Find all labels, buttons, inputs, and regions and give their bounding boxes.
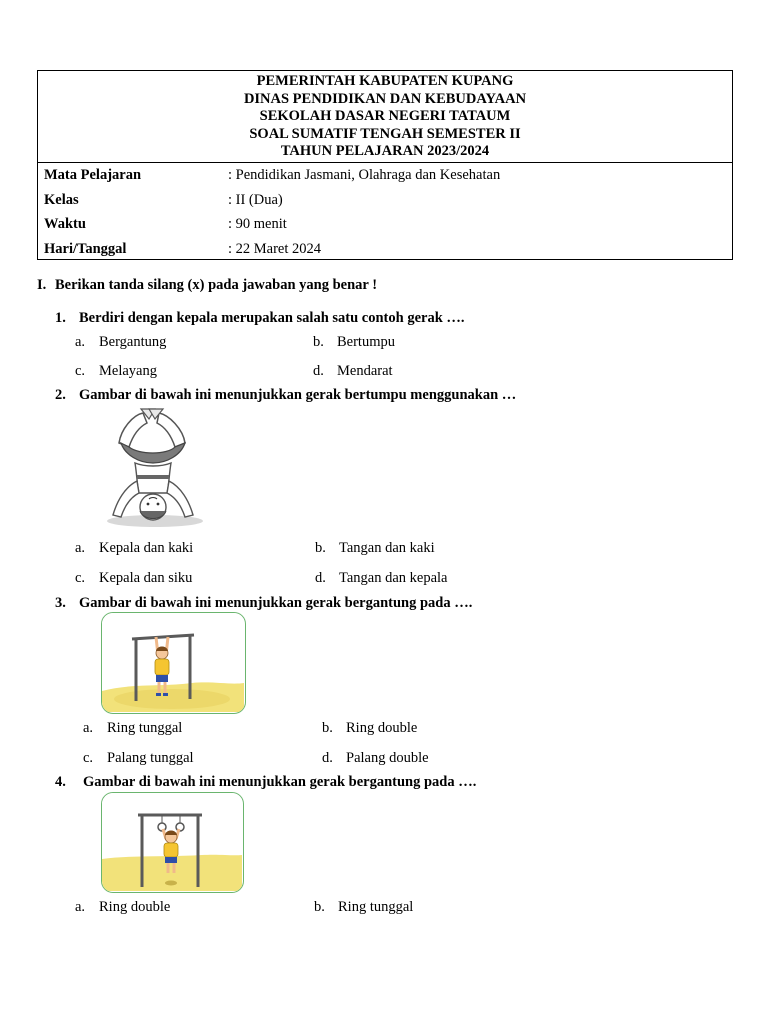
option-letter: d. <box>315 570 326 586</box>
option-letter: d. <box>322 750 333 766</box>
option-2c[interactable] <box>75 570 192 587</box>
option-letter: a. <box>75 540 86 556</box>
question-text: Gambar di bawah ini menunjukkan gerak bertumpu menggunakan … <box>79 387 517 403</box>
option-text: Tangan dan kaki <box>339 540 435 556</box>
option-text: Bertumpu <box>337 334 395 350</box>
info-row-class <box>38 188 732 213</box>
question-number: 3. <box>55 595 66 611</box>
question-1 <box>55 310 465 327</box>
option-2b[interactable] <box>315 540 435 557</box>
instruction-text: Berikan tanda silang (x) pada jawaban yang benar ! <box>55 277 378 293</box>
header-line-school: SEKOLAH DASAR NEGERI TATAUM <box>259 108 511 124</box>
question-3 <box>55 595 472 612</box>
option-2a[interactable] <box>75 540 193 557</box>
option-letter: c. <box>75 570 86 586</box>
option-3a[interactable] <box>83 720 182 737</box>
option-letter: a. <box>83 720 94 736</box>
option-text: Ring double <box>346 720 418 736</box>
header-line-department: DINAS PENDIDIKAN DAN KEBUDAYAAN <box>243 90 527 107</box>
section-number: I. <box>37 277 47 293</box>
info-row-date <box>38 237 732 262</box>
option-3b[interactable] <box>322 720 417 737</box>
option-1b[interactable] <box>313 334 395 351</box>
option-letter: b. <box>315 540 326 556</box>
header-line-exam: SOAL SUMATIF TENGAH SEMESTER II <box>249 125 521 142</box>
option-letter: c. <box>75 363 86 379</box>
option-letter: b. <box>322 720 333 736</box>
question-text: Berdiri dengan kepala merupakan salah satu contoh gerak …. <box>79 310 465 326</box>
option-letter: c. <box>83 750 94 766</box>
info-label: Kelas <box>44 191 79 208</box>
option-letter: b. <box>314 899 325 915</box>
header-line-year: TAHUN PELAJARAN 2023/2024 <box>280 143 490 159</box>
info-row-time <box>38 212 732 237</box>
info-value: : II (Dua) <box>228 191 283 208</box>
option-text: Ring tunggal <box>338 899 414 915</box>
question-number: 4. <box>55 774 66 790</box>
info-label: Waktu <box>44 216 86 232</box>
exam-header <box>37 70 733 260</box>
option-text: Palang double <box>346 750 429 766</box>
option-4b[interactable] <box>314 899 413 916</box>
option-text: Tangan dan kepala <box>339 570 448 586</box>
info-label: Mata Pelajaran <box>44 167 142 183</box>
question-2 <box>55 387 516 404</box>
option-letter: b. <box>313 334 324 350</box>
option-text: Ring tunggal <box>107 720 183 736</box>
option-3d[interactable] <box>322 750 429 767</box>
header-title-block <box>38 71 732 163</box>
header-line-government: PEMERINTAH KABUPATEN KUPANG <box>256 73 514 89</box>
question-text: Gambar di bawah ini menunjukkan gerak bergantung pada …. <box>83 774 477 790</box>
info-value: : 90 menit <box>228 216 287 232</box>
child-hanging-on-rings-illustration <box>101 792 244 893</box>
question-4 <box>55 774 476 791</box>
option-text: Melayang <box>99 363 157 379</box>
option-4a[interactable] <box>75 899 170 916</box>
info-value: : 22 Maret 2024 <box>228 240 322 257</box>
headstand-child-illustration <box>103 405 205 529</box>
option-letter: a. <box>75 334 86 350</box>
option-letter: d. <box>313 363 324 379</box>
option-text: Bergantung <box>99 334 167 350</box>
option-text: Mendarat <box>337 363 393 379</box>
option-letter: a. <box>75 899 86 915</box>
option-text: Palang tunggal <box>107 750 194 766</box>
info-row-subject <box>38 163 732 188</box>
info-value: : Pendidikan Jasmani, Olahraga dan Kesehatan <box>228 167 501 183</box>
option-2d[interactable] <box>315 570 448 587</box>
option-text: Kepala dan siku <box>99 570 193 586</box>
option-1c[interactable] <box>75 363 157 380</box>
option-text: Kepala dan kaki <box>99 540 194 556</box>
option-text: Ring double <box>99 899 171 915</box>
section-instruction <box>37 277 377 294</box>
exam-info-table <box>38 163 732 261</box>
question-text: Gambar di bawah ini menunjukkan gerak bergantung pada …. <box>79 595 473 611</box>
question-number: 1. <box>55 310 66 326</box>
info-label: Hari/Tanggal <box>44 240 127 257</box>
child-hanging-on-bar-illustration <box>101 612 246 714</box>
option-1d[interactable] <box>313 363 393 380</box>
option-3c[interactable] <box>83 750 194 767</box>
option-1a[interactable] <box>75 334 166 351</box>
question-number: 2. <box>55 387 66 403</box>
